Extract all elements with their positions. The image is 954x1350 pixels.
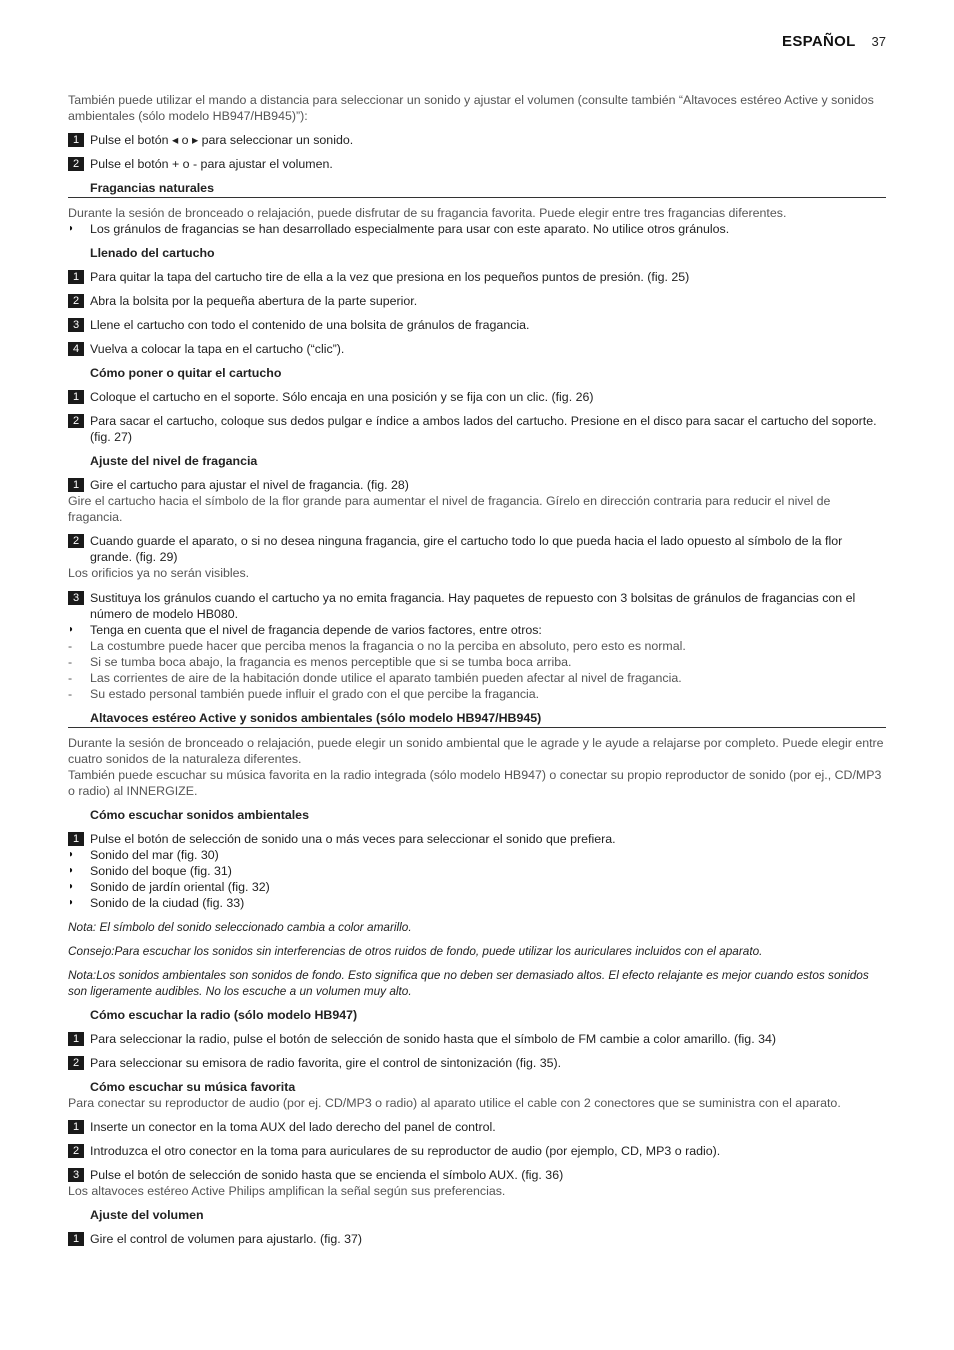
step-text: Abra la bolsita por la pequeña abertura de la parte superior. xyxy=(90,294,418,308)
speakers-paragraph: También puede escuchar su música favorita en la radio integrada (sólo modelo HB947) o conectar su propio reproductor de sonido (por ej., CD/MP3 o radio) al INNERGIZE. xyxy=(68,768,882,798)
bullet-icon: ◗ xyxy=(68,881,75,892)
bullet-text: Sonido del boque (fig. 31) xyxy=(90,864,232,878)
filling-step xyxy=(68,293,886,309)
speakers-paragraph: Durante la sesión de bronceado o relajación, puede elegir un sonido ambiental que le agrade y le ayude a relajarse por completo. Puede elegir entre cuatro sonidos de la naturaleza diferentes. xyxy=(68,736,884,766)
level-step xyxy=(68,477,886,493)
subsection-title-placing: Cómo poner o quitar el cartucho xyxy=(90,366,282,380)
step-number: 3 xyxy=(68,1168,84,1182)
dash-text: Su estado personal también puede influir el grado con el que percibe la fragancia. xyxy=(90,687,540,701)
step-number: 2 xyxy=(68,294,84,308)
step-note: Los altavoces estéreo Active Philips amplifican la señal según sus preferencias. xyxy=(68,1184,506,1198)
level-step xyxy=(68,590,886,622)
step-number: 3 xyxy=(68,318,84,332)
fragrances-paragraph: Durante la sesión de bronceado o relajación, puede disfrutar de su fragancia favorita. Puede elegir entre tres fragancias diferentes. xyxy=(68,206,787,220)
bullet-icon: ◗ xyxy=(68,865,75,876)
step-text: Vuelva a colocar la tapa en el cartucho (“clic”). xyxy=(90,342,345,356)
subsection-title-radio: Cómo escuchar la radio (sólo modelo HB947) xyxy=(90,1008,358,1022)
bullet-item xyxy=(68,895,886,911)
ambient-step xyxy=(68,831,886,847)
dash-text: La costumbre puede hacer que perciba menos la fragancia o no la perciba en absoluto, pero esto es normal. xyxy=(90,639,686,653)
step-number: 1 xyxy=(68,1232,84,1246)
step-text: Gire el cartucho para ajustar el nivel de fragancia. (fig. 28) xyxy=(90,478,409,492)
step-text: Pulse el botón de selección de sonido hasta que se encienda el símbolo AUX. (fig. 36) xyxy=(90,1168,564,1182)
step-text: Llene el cartucho con todo el contenido de una bolsita de gránulos de fragancia. xyxy=(90,318,530,332)
step-number: 4 xyxy=(68,342,84,356)
step-text: Inserte un conector en la toma AUX del lado derecho del panel de control. xyxy=(90,1120,496,1134)
bullet-text: Tenga en cuenta que el nivel de fragancia depende de varios factores, entre otros: xyxy=(90,623,542,637)
radio-step xyxy=(68,1055,886,1071)
dash-text: Las corrientes de aire de la habitación donde utilice el aparato también pueden afectar al nivel de fragancia. xyxy=(90,671,682,685)
step-number: 2 xyxy=(68,1056,84,1070)
step-number: 2 xyxy=(68,534,84,548)
intro-step xyxy=(68,156,886,172)
level-step xyxy=(68,533,886,565)
page-content xyxy=(68,92,886,1255)
step-number: 3 xyxy=(68,591,84,605)
bullet-item xyxy=(68,879,886,895)
dash-icon: - xyxy=(68,687,73,701)
subsection-title-music: Cómo escuchar su música favorita xyxy=(90,1080,296,1094)
step-text: Sustituya los gránulos cuando el cartucho ya no emita fragancia. Hay paquetes de repuesto con 3 bolsitas de gránulos de fragancias con el número de modelo HB080. xyxy=(90,591,856,621)
dash-item xyxy=(68,654,886,670)
bullet-item xyxy=(68,863,886,879)
dash-item xyxy=(68,638,886,654)
music-step xyxy=(68,1167,886,1183)
intro-paragraph: También puede utilizar el mando a distancia para seleccionar un sonido y ajustar el volumen (consulte también “Altavoces estéreo Active y sonidos ambientales (sólo modelo HB947/HB945)”): xyxy=(68,93,874,123)
step-text: Pulse el botón de selección de sonido una o más veces para seleccionar el sonido que prefiera. xyxy=(90,832,616,846)
placing-step xyxy=(68,413,886,445)
step-number: 1 xyxy=(68,832,84,846)
step-number: 1 xyxy=(68,1032,84,1046)
step-text: Introduzca el otro conector en la toma para auriculares de su reproductor de audio (por ejemplo, CD, MP3 o radio). xyxy=(90,1144,721,1158)
step-number: 1 xyxy=(68,390,84,404)
music-step xyxy=(68,1119,886,1135)
section-title-speakers: Altavoces estéreo Active y sonidos ambientales (sólo modelo HB947/HB945) xyxy=(68,710,886,728)
bullet-icon: ◗ xyxy=(68,223,75,234)
bullet-item xyxy=(68,622,886,638)
step-text: Cuando guarde el aparato, o si no desea ninguna fragancia, gire el cartucho todo lo que pueda hacia el lado opuesto al símbolo de la flor grande. (fig. 29) xyxy=(90,534,843,564)
bullet-icon: ◗ xyxy=(68,624,75,635)
subsection-title-filling: Llenado del cartucho xyxy=(90,246,215,260)
filling-step xyxy=(68,269,886,285)
filling-step xyxy=(68,317,886,333)
step-text: Para seleccionar su emisora de radio favorita, gire el control de sintonización (fig. 35). xyxy=(90,1056,562,1070)
page-header xyxy=(782,34,886,50)
bullet-item xyxy=(68,221,886,237)
step-text: Coloque el cartucho en el soporte. Sólo encaja en una posición y se fija con un clic. (fig. 26) xyxy=(90,390,594,404)
step-number: 1 xyxy=(68,478,84,492)
step-text: Para sacar el cartucho, coloque sus dedos pulgar e índice a ambos lados del cartucho. Presione en el disco para sacar el cartucho del soporte. (fig. 27) xyxy=(90,414,877,444)
bullet-text: Sonido de jardín oriental (fig. 32) xyxy=(90,880,270,894)
section-title-fragrances: Fragancias naturales xyxy=(68,180,886,198)
step-text: Gire el control de volumen para ajustarlo. (fig. 37) xyxy=(90,1232,363,1246)
page-number: 37 xyxy=(871,34,886,49)
bullet-item xyxy=(68,847,886,863)
bullet-text: Sonido de la ciudad (fig. 33) xyxy=(90,896,245,910)
step-number: 2 xyxy=(68,414,84,428)
step-text: Pulse el botón ◂ o ▸ para seleccionar un sonido. xyxy=(90,133,354,147)
dash-text: Si se tumba boca abajo, la fragancia es menos perceptible que si se tumba boca arriba. xyxy=(90,655,572,669)
bullet-text: Sonido del mar (fig. 30) xyxy=(90,848,219,862)
dash-item xyxy=(68,686,886,702)
language-label: ESPAÑOL xyxy=(782,33,856,50)
step-text: Para seleccionar la radio, pulse el botón de selección de sonido hasta que el símbolo de FM cambie a color amarillo. (fig. 34) xyxy=(90,1032,776,1046)
step-number: 1 xyxy=(68,133,84,147)
subsection-title-ambient: Cómo escuchar sonidos ambientales xyxy=(90,808,309,822)
tip-text: Consejo:Para escuchar los sonidos sin interferencias de otros ruidos de fondo, puede utilizar los auriculares incluidos con el aparato. xyxy=(68,944,763,958)
radio-step xyxy=(68,1031,886,1047)
note-text: Nota:Los sonidos ambientales son sonidos de fondo. Esto significa que no deben ser demasiado altos. El efecto relajante es mejor cuando estos sonidos son ligeramente audibles. No los escuche a un volumen muy alto. xyxy=(68,968,869,998)
step-text: Para quitar la tapa del cartucho tire de ella a la vez que presiona en los pequeños puntos de presión. (fig. 25) xyxy=(90,270,690,284)
volume-step xyxy=(68,1231,886,1247)
dash-icon: - xyxy=(68,655,73,669)
step-number: 1 xyxy=(68,1120,84,1134)
note-text: Nota: El símbolo del sonido seleccionado cambia a color amarillo. xyxy=(68,920,412,934)
bullet-text: Los gránulos de fragancias se han desarrollado especialmente para usar con este aparato. No utilice otros gránulos. xyxy=(90,222,730,236)
dash-icon: - xyxy=(68,671,73,685)
step-text: Pulse el botón + o - para ajustar el volumen. xyxy=(90,157,333,171)
step-note: Los orificios ya no serán visibles. xyxy=(68,566,250,580)
dash-item xyxy=(68,670,886,686)
step-number: 2 xyxy=(68,157,84,171)
music-step xyxy=(68,1143,886,1159)
bullet-icon: ◗ xyxy=(68,849,75,860)
subsection-title-volume: Ajuste del volumen xyxy=(90,1208,204,1222)
intro-step xyxy=(68,132,886,148)
subsection-title-level: Ajuste del nivel de fragancia xyxy=(90,454,258,468)
placing-step xyxy=(68,389,886,405)
music-paragraph: Para conectar su reproductor de audio (por ej. CD/MP3 o radio) al aparato utilice el cable con 2 conectores que se suministra con el aparato. xyxy=(68,1096,841,1110)
step-number: 1 xyxy=(68,270,84,284)
dash-icon: - xyxy=(68,639,73,653)
bullet-icon: ◗ xyxy=(68,897,75,908)
step-note: Gire el cartucho hacia el símbolo de la flor grande para aumentar el nivel de fragancia. Gírelo en dirección contraria para reducir el nivel de fragancia. xyxy=(68,494,831,524)
filling-step xyxy=(68,341,886,357)
step-number: 2 xyxy=(68,1144,84,1158)
